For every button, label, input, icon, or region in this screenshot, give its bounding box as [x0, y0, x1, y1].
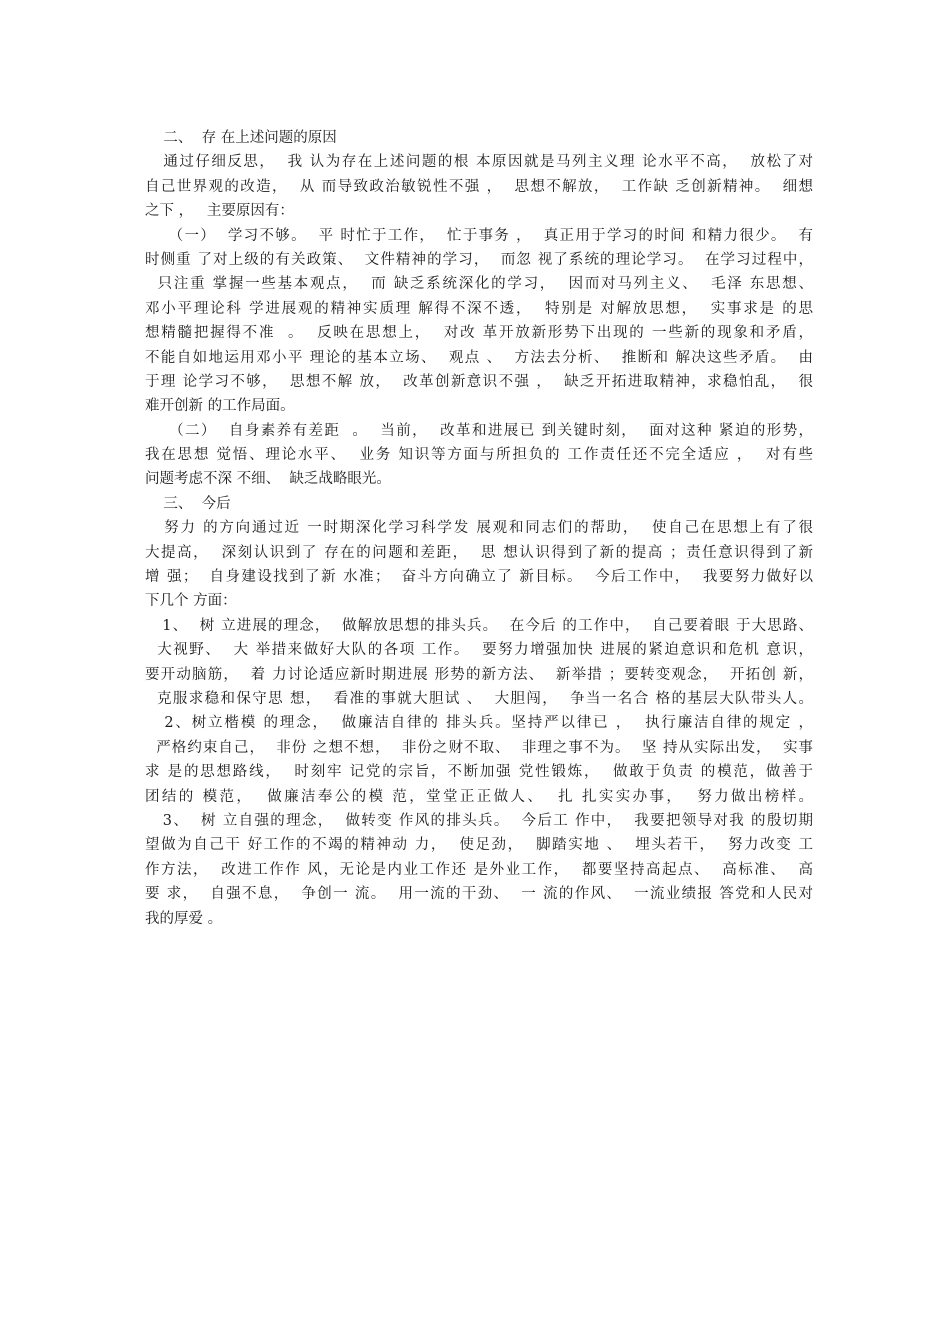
text-line: 望做为自己干 好工作的不竭的精神动 力， 使足劲， 脚踏实地 、 埋头若干， 努力改变 工 [145, 837, 813, 854]
text-line: 想精髓把握得不准 。 反映在思想上， 对改 革开放新形势下出现的 一些新的现象和矛盾， [145, 325, 813, 342]
text-line: 增 强； 自身建设找到了新 水准； 奋斗方向确立了 新目标。 今后工作中， 我要努力做好以 [145, 569, 813, 586]
text-line: 难开创新 的工作局面。 [145, 398, 295, 415]
text-line: 努力 的方向通过近 一时期深化学习科学发 展观和同志们的帮助， 使自己在思想上有了很 [145, 520, 813, 537]
text-line: 作方法， 改进工作作 风，无论是内业工作还 是外业工作， 都要坚持高起点、 高标准、 高 [145, 861, 813, 878]
text-line: 大提高， 深刻认识到了 存在的问题和差距， 思 想认识得到了新的提高 ；责任意识得到了新 [145, 544, 813, 561]
document-body [145, 126, 813, 931]
text-line: 三、 今后 [145, 495, 231, 512]
text-line: 大视野、 大 举措来做好大队的各项 工作。 要努力增强加快 进展的紧迫意识和危机 意识， [145, 642, 813, 659]
text-line: 二、 存 在上述问题的原因 [145, 130, 337, 146]
text-line: 要开动脑筋， 着 力讨论适应新时期进展 形势的新方法、 新举措 ；要转变观念， 开拓创 新， [145, 666, 813, 683]
text-line: 下几个 方面： [145, 593, 237, 610]
text-line: 通过仔细反思， 我 认为存在上述问题的根 本原因就是马列主义理 论水平不高， 放松了对 [145, 154, 813, 171]
text-line: 于理 论学习不够， 思想不解 放， 改革创新意识不强 ， 缺乏开拓进取精神，求稳怕乱， 很 [145, 373, 813, 390]
text-line: 3、 树 立自强的理念， 做转变 作风的排头兵。 今后工 作中， 我要把领导对我 的殷切期 [145, 812, 813, 829]
text-line: 2、树立楷模 的理念， 做廉洁自律的 排头兵。坚持严以律已 ， 执行廉洁自律的规定 ， [145, 715, 813, 732]
text-line: 求 是的思想路线， 时刻牢 记党的宗旨，不断加强 党性锻炼， 做敢于负责 的模范，做善于 [145, 764, 813, 781]
text-line: 我在思想 觉悟、理论水平、 业务 知识等方面与所担负的 工作责任还不完全适应 ， 对有些 [145, 447, 813, 464]
text-line: （二） 自身素养有差距 。 当前， 改革和进展已 到关键时刻， 面对这种 紧迫的形势， [145, 422, 813, 439]
text-line: （一） 学习不够。 平 时忙于工作， 忙于事务 ， 真正用于学习的时间 和精力很少。 有 [145, 227, 813, 244]
text-line: 严格约束自己， 非份 之想不想， 非份之财不取、 非理之事不为。 坚 持从实际出发， 实事 [145, 739, 813, 756]
text-line: 时侧重 了对上级的有关政策、 文件精神的学习， 而忽 视了系统的理论学习。 在学习过程中， [145, 251, 813, 268]
text-line: 要 求， 自强不息， 争创一 流。 用一流的干劲、 一 流的作风、 一流业绩报 答党和人民对 [145, 886, 813, 903]
text-line: 之下 ， 主要原因有： [145, 203, 294, 220]
text-line: 1、 树 立进展的理念， 做解放思想的排头兵。 在今后 的工作中， 自己要着眼 于大思路、 [145, 617, 813, 634]
text-line: 不能自如地运用邓小平 理论的基本立场、 观点 、 方法去分析、 推断和 解决这些矛盾。 由 [145, 349, 813, 366]
text-line: 邓小平理论科 学进展观的精神实质理 解得不深不透， 特别是 对解放思想， 实事求是 的思 [145, 300, 813, 317]
text-line: 我的厚爱 。 [145, 910, 223, 927]
text-line: 团结的 模范， 做廉洁奉公的模 范，堂堂正正做人、 扎 扎实实办事， 努力做出榜样。 [145, 788, 813, 805]
text-line: 克服求稳和保守思 想， 看准的事就大胆试 、 大胆闯， 争当一名合 格的基层大队带头人。 [145, 690, 813, 707]
text-line: 自己世界观的改造， 从 而导致政治敏锐性不强 ， 思想不解放， 工作缺 乏创新精神。 细想 [145, 178, 813, 195]
text-line: 只注重 掌握一些基本观点， 而 缺乏系统深化的学习， 因而对马列主义、 毛泽 东思想、 [145, 276, 813, 293]
text-line: 问题考虑不深 不细、 缺乏战略眼光。 [145, 471, 391, 488]
